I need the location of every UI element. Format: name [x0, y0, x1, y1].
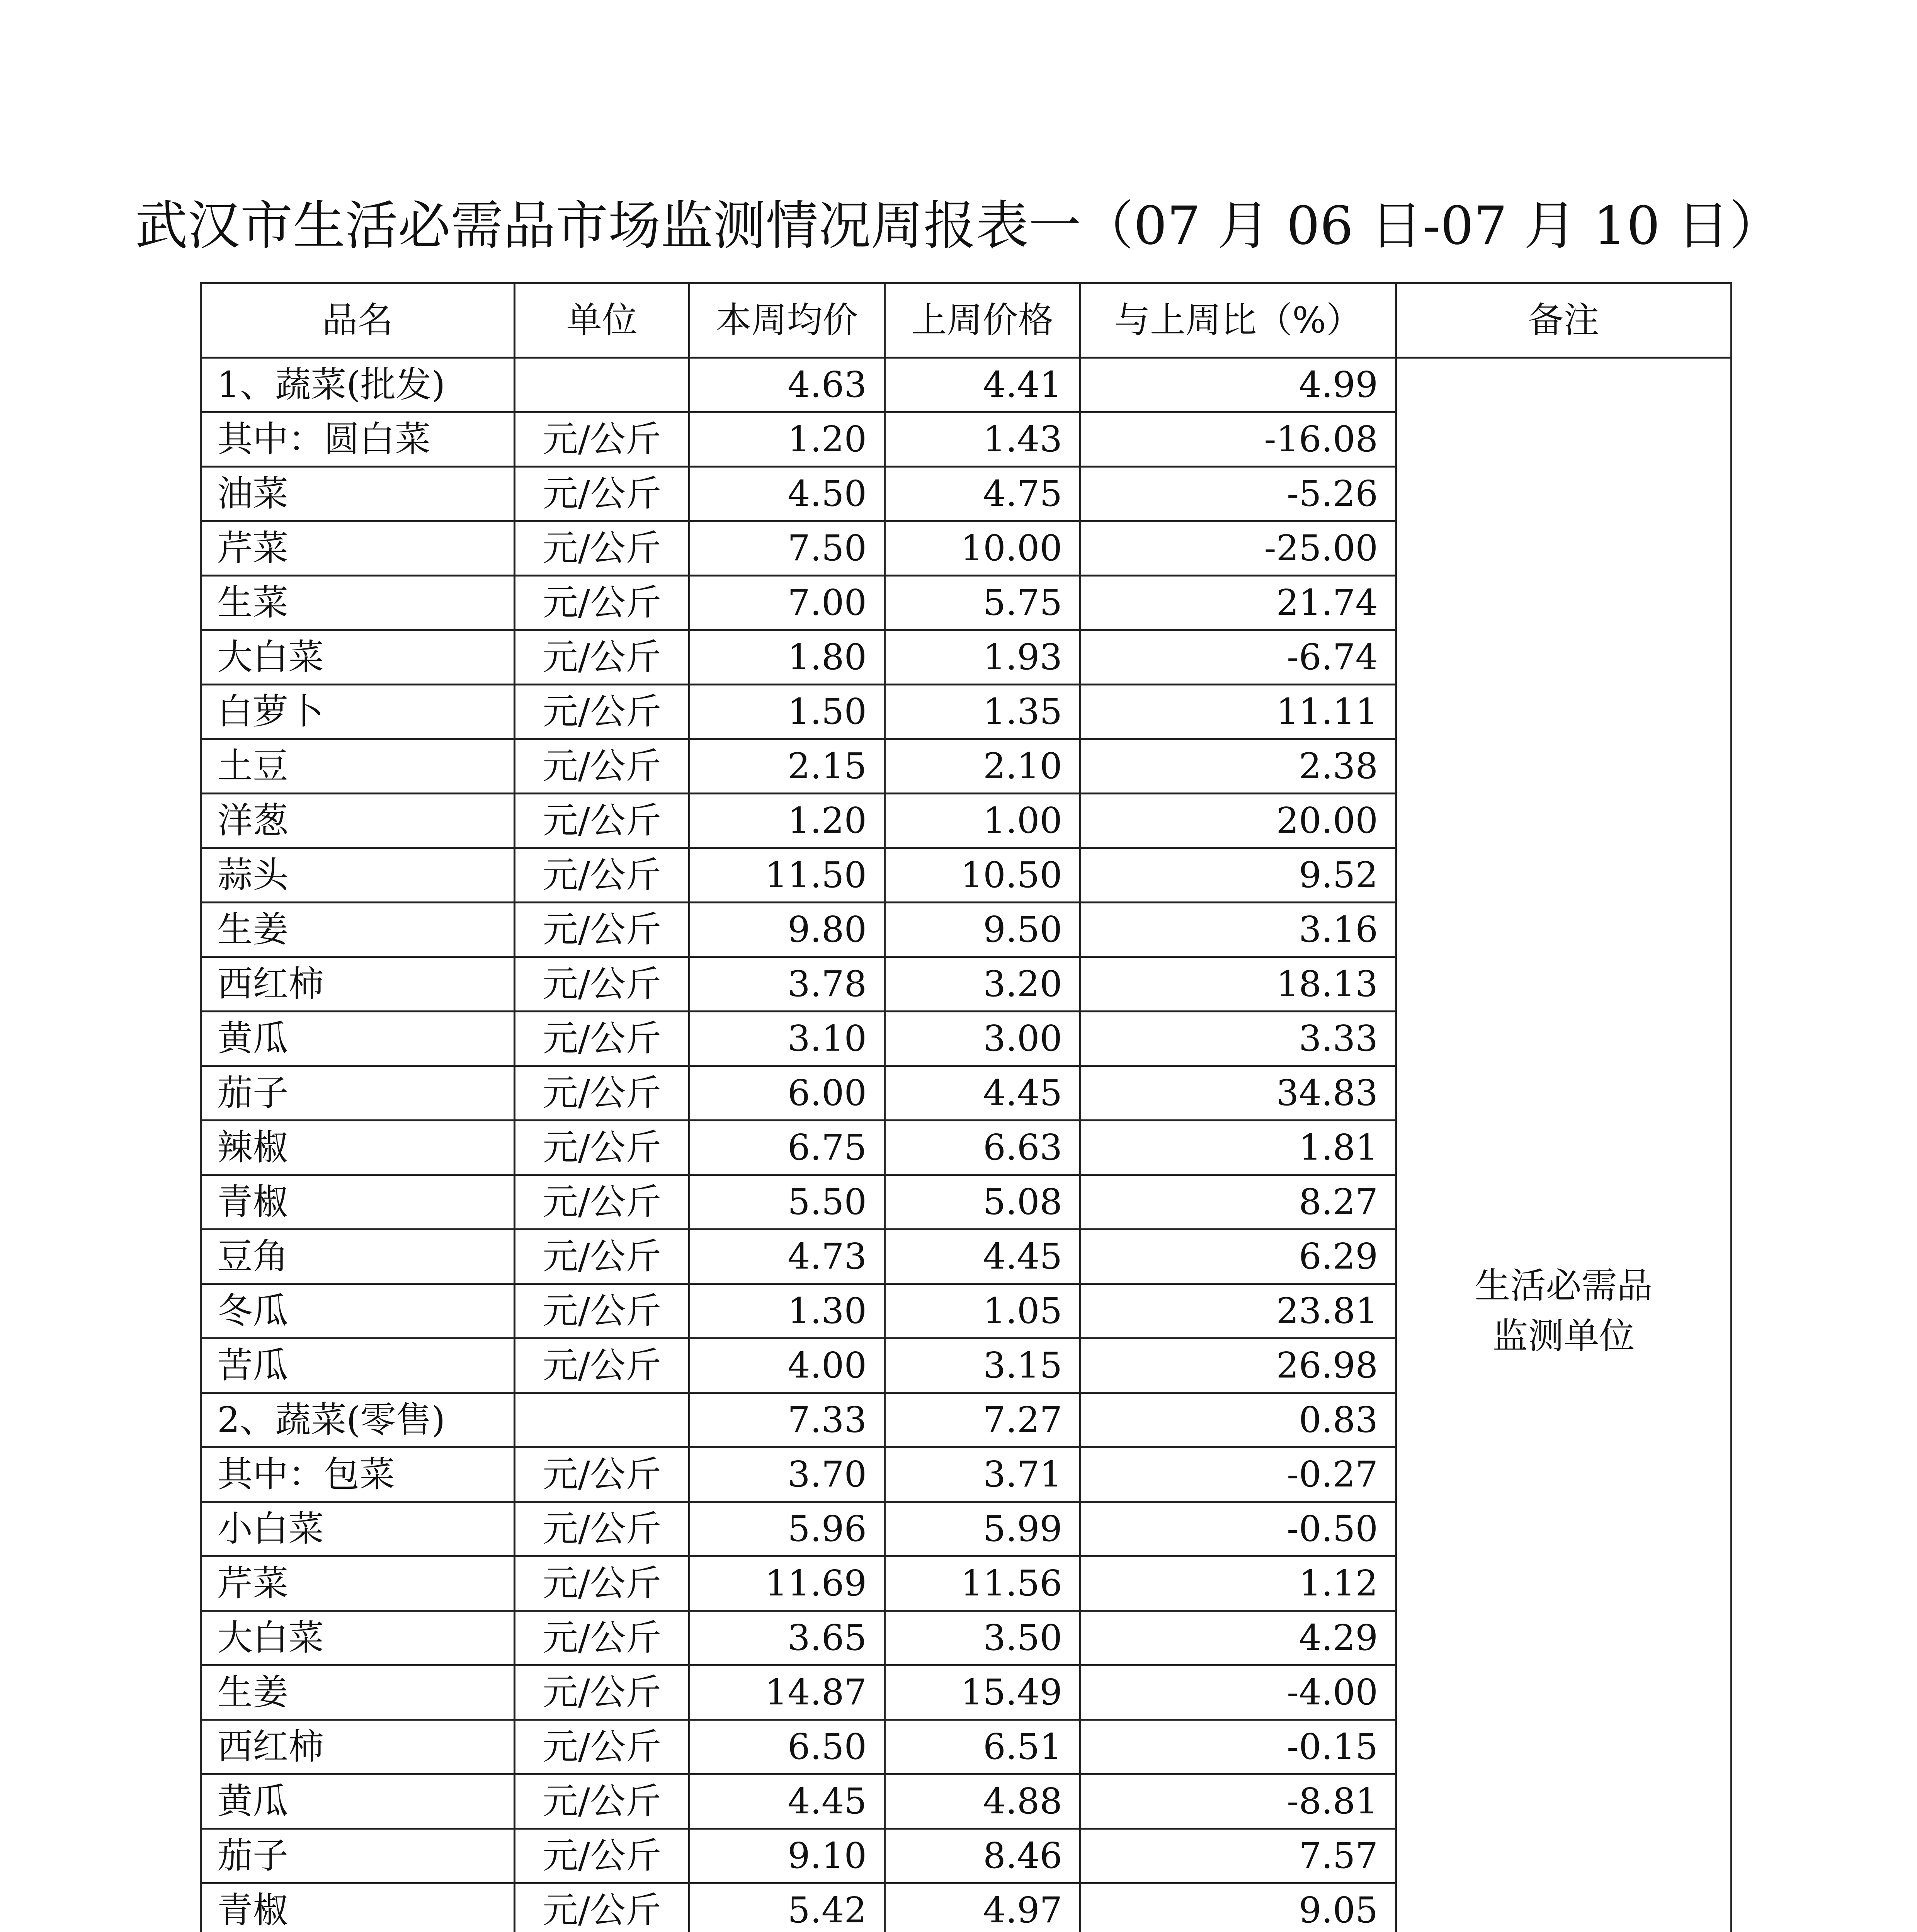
cell-unit: 元/公斤 [515, 848, 689, 903]
cell-change-percent: 20.00 [1080, 794, 1396, 848]
cell-item-name: 冬瓜 [201, 1284, 515, 1338]
cell-last-week-price: 1.93 [885, 630, 1080, 685]
cell-unit: 元/公斤 [515, 1665, 689, 1720]
cell-change-percent: 9.05 [1080, 1883, 1396, 1932]
cell-change-percent: 21.74 [1080, 576, 1396, 630]
cell-last-week-price: 11.56 [885, 1556, 1080, 1611]
cell-item-name: 1、蔬菜(批发) [201, 358, 515, 412]
cell-last-week-price: 9.50 [885, 903, 1080, 957]
cell-this-week-price: 4.00 [689, 1338, 885, 1393]
cell-item-name: 青椒 [201, 1175, 515, 1230]
cell-this-week-price: 9.80 [689, 903, 885, 957]
cell-unit: 元/公斤 [515, 1175, 689, 1230]
cell-last-week-price: 6.63 [885, 1121, 1080, 1175]
cell-item-name: 辣椒 [201, 1121, 515, 1175]
cell-this-week-price: 3.78 [689, 957, 885, 1012]
cell-unit: 元/公斤 [515, 1284, 689, 1338]
cell-change-percent: 9.52 [1080, 848, 1396, 903]
cell-last-week-price: 1.05 [885, 1284, 1080, 1338]
cell-item-name: 茄子 [201, 1829, 515, 1883]
header-last-week-price: 上周价格 [885, 283, 1080, 358]
cell-unit: 元/公斤 [515, 630, 689, 685]
cell-last-week-price: 4.75 [885, 467, 1080, 521]
cell-last-week-price: 10.00 [885, 521, 1080, 576]
cell-last-week-price: 4.41 [885, 358, 1080, 412]
cell-unit: 元/公斤 [515, 1447, 689, 1502]
cell-last-week-price: 4.97 [885, 1883, 1080, 1932]
cell-unit [515, 358, 689, 412]
cell-this-week-price: 3.70 [689, 1447, 885, 1502]
cell-change-percent: 2.38 [1080, 739, 1396, 794]
cell-last-week-price: 8.46 [885, 1829, 1080, 1883]
cell-change-percent: -5.26 [1080, 467, 1396, 521]
cell-change-percent: -0.27 [1080, 1447, 1396, 1502]
header-this-week-price: 本周均价 [689, 283, 885, 358]
cell-last-week-price: 5.08 [885, 1175, 1080, 1230]
cell-unit: 元/公斤 [515, 412, 689, 467]
cell-change-percent: 3.33 [1080, 1012, 1396, 1066]
cell-this-week-price: 2.15 [689, 739, 885, 794]
cell-unit: 元/公斤 [515, 685, 689, 739]
cell-change-percent: 1.81 [1080, 1121, 1396, 1175]
cell-last-week-price: 7.27 [885, 1393, 1080, 1447]
cell-change-percent: 4.29 [1080, 1611, 1396, 1665]
cell-last-week-price: 5.75 [885, 576, 1080, 630]
cell-this-week-price: 1.20 [689, 412, 885, 467]
cell-item-name: 芹菜 [201, 521, 515, 576]
cell-item-name: 其中：包菜 [201, 1447, 515, 1502]
cell-item-name: 豆角 [201, 1230, 515, 1284]
cell-last-week-price: 15.49 [885, 1665, 1080, 1720]
cell-item-name: 土豆 [201, 739, 515, 794]
cell-this-week-price: 7.33 [689, 1393, 885, 1447]
cell-change-percent: 34.83 [1080, 1066, 1396, 1121]
cell-this-week-price: 1.20 [689, 794, 885, 848]
header-row [201, 283, 1732, 358]
cell-change-percent: -0.50 [1080, 1502, 1396, 1556]
cell-this-week-price: 6.00 [689, 1066, 885, 1121]
cell-change-percent: -4.00 [1080, 1665, 1396, 1720]
cell-change-percent: 4.99 [1080, 358, 1396, 412]
cell-last-week-price: 3.15 [885, 1338, 1080, 1393]
cell-last-week-price: 4.45 [885, 1230, 1080, 1284]
cell-unit: 元/公斤 [515, 794, 689, 848]
cell-unit: 元/公斤 [515, 1611, 689, 1665]
cell-change-percent: 11.11 [1080, 685, 1396, 739]
cell-this-week-price: 7.50 [689, 521, 885, 576]
cell-unit: 元/公斤 [515, 739, 689, 794]
cell-this-week-price: 1.50 [689, 685, 885, 739]
table-row [201, 358, 1732, 412]
cell-this-week-price: 11.69 [689, 1556, 885, 1611]
cell-unit: 元/公斤 [515, 1883, 689, 1932]
header-unit: 单位 [515, 283, 689, 358]
cell-last-week-price: 1.00 [885, 794, 1080, 848]
cell-unit: 元/公斤 [515, 1121, 689, 1175]
cell-item-name: 黄瓜 [201, 1012, 515, 1066]
price-table [200, 282, 1732, 1932]
cell-last-week-price: 2.10 [885, 739, 1080, 794]
cell-change-percent: 1.12 [1080, 1556, 1396, 1611]
page-title: 武汉市生活必需品市场监测情况周报表一（07 月 06 日-07 月 10 日） [135, 196, 1782, 257]
header-change-percent: 与上周比（%） [1080, 283, 1396, 358]
cell-this-week-price: 4.50 [689, 467, 885, 521]
cell-this-week-price: 1.80 [689, 630, 885, 685]
cell-item-name: 2、蔬菜(零售) [201, 1393, 515, 1447]
cell-unit: 元/公斤 [515, 903, 689, 957]
cell-this-week-price: 1.30 [689, 1284, 885, 1338]
cell-unit: 元/公斤 [515, 521, 689, 576]
cell-change-percent: -25.00 [1080, 521, 1396, 576]
cell-last-week-price: 1.43 [885, 412, 1080, 467]
cell-last-week-price: 3.20 [885, 957, 1080, 1012]
cell-unit: 元/公斤 [515, 1556, 689, 1611]
cell-item-name: 大白菜 [201, 630, 515, 685]
cell-unit: 元/公斤 [515, 1720, 689, 1774]
cell-this-week-price: 3.10 [689, 1012, 885, 1066]
cell-this-week-price: 5.50 [689, 1175, 885, 1230]
cell-change-percent: -8.81 [1080, 1774, 1396, 1829]
cell-change-percent: 26.98 [1080, 1338, 1396, 1393]
cell-change-percent: 0.83 [1080, 1393, 1396, 1447]
cell-this-week-price: 9.10 [689, 1829, 885, 1883]
cell-item-name: 茄子 [201, 1066, 515, 1121]
cell-this-week-price: 5.96 [689, 1502, 885, 1556]
cell-this-week-price: 14.87 [689, 1665, 885, 1720]
cell-unit: 元/公斤 [515, 1774, 689, 1829]
cell-last-week-price: 4.88 [885, 1774, 1080, 1829]
cell-this-week-price: 6.75 [689, 1121, 885, 1175]
cell-unit: 元/公斤 [515, 1502, 689, 1556]
cell-last-week-price: 6.51 [885, 1720, 1080, 1774]
cell-item-name: 青椒 [201, 1883, 515, 1932]
cell-unit: 元/公斤 [515, 467, 689, 521]
cell-last-week-price: 1.35 [885, 685, 1080, 739]
cell-last-week-price: 10.50 [885, 848, 1080, 903]
cell-item-name: 小白菜 [201, 1502, 515, 1556]
cell-change-percent: 6.29 [1080, 1230, 1396, 1284]
remark-line: 监测单位 [1492, 1315, 1635, 1357]
cell-item-name: 蒜头 [201, 848, 515, 903]
cell-change-percent: -16.08 [1080, 412, 1396, 467]
cell-item-name: 西红柿 [201, 1720, 515, 1774]
cell-change-percent: 23.81 [1080, 1284, 1396, 1338]
cell-item-name: 芹菜 [201, 1556, 515, 1611]
cell-unit: 元/公斤 [515, 1012, 689, 1066]
cell-item-name: 白萝卜 [201, 685, 515, 739]
cell-item-name: 油菜 [201, 467, 515, 521]
cell-unit: 元/公斤 [515, 1829, 689, 1883]
cell-item-name: 苦瓜 [201, 1338, 515, 1393]
cell-item-name: 其中：圆白菜 [201, 412, 515, 467]
cell-last-week-price: 4.45 [885, 1066, 1080, 1121]
cell-last-week-price: 5.99 [885, 1502, 1080, 1556]
cell-unit: 元/公斤 [515, 576, 689, 630]
cell-item-name: 西红柿 [201, 957, 515, 1012]
cell-remark [1396, 358, 1732, 1932]
header-remark: 备注 [1396, 283, 1732, 358]
cell-last-week-price: 3.00 [885, 1012, 1080, 1066]
cell-change-percent: 18.13 [1080, 957, 1396, 1012]
cell-change-percent: 8.27 [1080, 1175, 1396, 1230]
cell-item-name: 洋葱 [201, 794, 515, 848]
remark-line: 生活必需品 [1475, 1265, 1653, 1306]
cell-this-week-price: 4.45 [689, 1774, 885, 1829]
cell-this-week-price: 4.63 [689, 358, 885, 412]
cell-item-name: 黄瓜 [201, 1774, 515, 1829]
cell-unit: 元/公斤 [515, 1230, 689, 1284]
cell-this-week-price: 7.00 [689, 576, 885, 630]
cell-change-percent: -0.15 [1080, 1720, 1396, 1774]
cell-this-week-price: 6.50 [689, 1720, 885, 1774]
cell-item-name: 生姜 [201, 1665, 515, 1720]
cell-change-percent: -6.74 [1080, 630, 1396, 685]
cell-item-name: 生姜 [201, 903, 515, 957]
cell-item-name: 大白菜 [201, 1611, 515, 1665]
table-body [201, 358, 1732, 1932]
cell-this-week-price: 4.73 [689, 1230, 885, 1284]
cell-last-week-price: 3.71 [885, 1447, 1080, 1502]
cell-unit [515, 1393, 689, 1447]
cell-unit: 元/公斤 [515, 1066, 689, 1121]
cell-unit: 元/公斤 [515, 1338, 689, 1393]
cell-unit: 元/公斤 [515, 957, 689, 1012]
cell-change-percent: 3.16 [1080, 903, 1396, 957]
cell-this-week-price: 5.42 [689, 1883, 885, 1932]
cell-this-week-price: 11.50 [689, 848, 885, 903]
cell-last-week-price: 3.50 [885, 1611, 1080, 1665]
cell-change-percent: 7.57 [1080, 1829, 1396, 1883]
cell-item-name: 生菜 [201, 576, 515, 630]
header-item-name: 品名 [201, 283, 515, 358]
cell-this-week-price: 3.65 [689, 1611, 885, 1665]
